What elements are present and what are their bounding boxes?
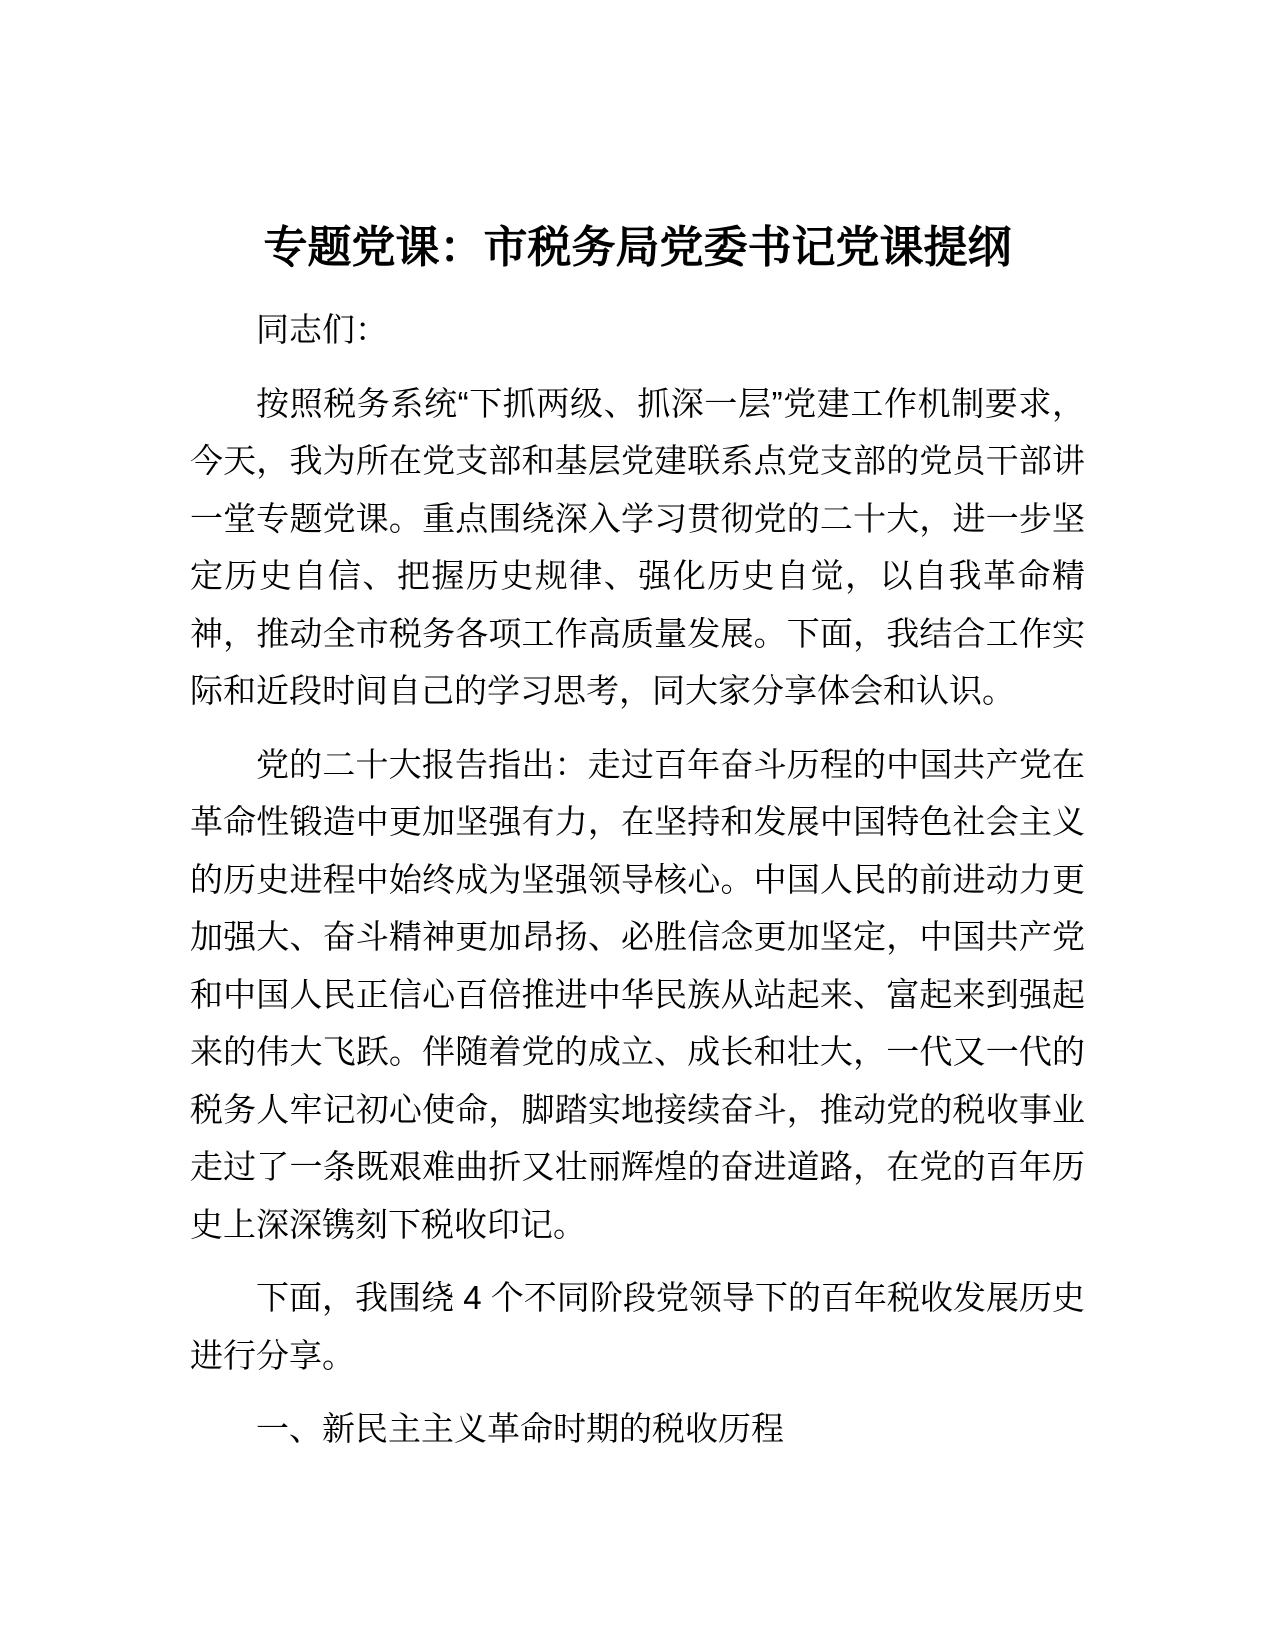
body-paragraph-3: 下面，我围绕 4 个不同阶段党领导下的百年税收发展历史进行分享。 <box>190 1279 1085 1374</box>
section-heading: 一、新民主主义革命时期的税收历程 <box>256 1410 784 1447</box>
body-paragraph-1: 按照税务系统“下抓两级、抓深一层”党建工作机制要求，今天，我为所在党支部和基层党建联系点党支部的党员干部讲一堂专题党课。重点围绕深入学习贯彻党的二十大，进一步坚定历史自信、把握历史规律、强化历史自觉，以自我革命精神，推动全市税务各项工作高质量发展。下面，我结合工作实际和近段时间自己的学习思考，同大家分享体会和认识。 <box>190 384 1085 709</box>
body-paragraph-2: 党的二十大报告指出：走过百年奋斗历程的中国共产党在革命性锻造中更加坚强有力，在坚持和发展中国特色社会主义的历史进程中始终成为坚强领导核心。中国人民的前进动力更加强大、奋斗精神更加昂扬、必胜信念更加坚定，中国共产党和中国人民正信心百倍推进中华民族从站起来、富起来到强起来的伟大飞跃。伴随着党的成立、成长和壮大，一代又一代的税务人牢记初心使命，脚踏实地接续奋斗，推动党的税收事业走过了一条既艰难曲折又壮丽辉煌的奋进道路，在党的百年历史上深深镌刻下税收印记。 <box>190 745 1085 1243</box>
document-title: 专题党课：市税务局党委书记党课提纲 <box>263 223 1012 272</box>
salutation: 同志们： <box>256 311 388 348</box>
